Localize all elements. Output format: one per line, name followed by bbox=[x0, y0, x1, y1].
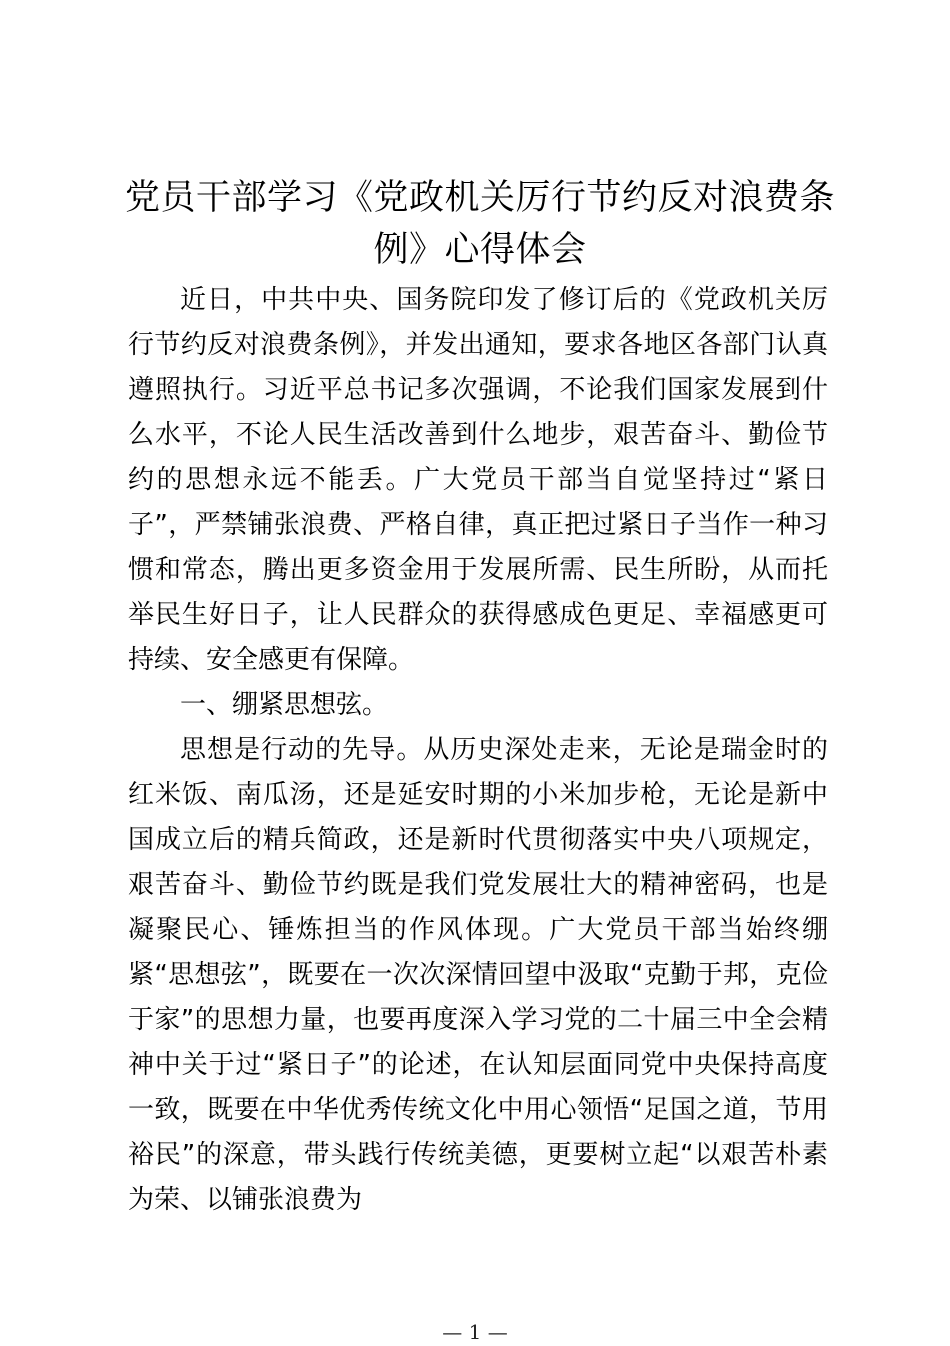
page-number: — 1 — bbox=[442, 1320, 508, 1344]
document-title: 党员干部学习《党政机关厉行节约反对浪费条例》心得体会 bbox=[124, 178, 835, 270]
document-body bbox=[128, 278, 828, 1223]
section-heading: 一、绷紧思想弦。 bbox=[180, 690, 389, 720]
paragraph-intro: 近日，中共中央、国务院印发了修订后的《党政机关厉行节约反对浪费条例》，并发出通知，要求各地区各部门认真遵照执行。习近平总书记多次强调，不论我们国家发展到什么水平，不论人民生活改善到什么地步，艰苦奋斗、勤俭节约的思想永远不能丢。广大党员干部当自觉坚持过“紧日子”，严禁铺张浪费、严格自律，真正把过紧日子当作一种习惯和常态，腾出更多资金用于发展所需、民生所盼，从而托举民生好日子，让人民群众的获得感成色更足、幸福感更可持续、安全感更有保障。 bbox=[128, 285, 828, 675]
paragraph-section-one: 思想是行动的先导。从历史深处走来，无论是瑞金时的红米饭、南瓜汤，还是延安时期的小米加步枪，无论是新中国成立后的精兵简政，还是新时代贯彻落实中央八项规定，艰苦奋斗、勤俭节约既是我们党发展壮大的精神密码，也是凝聚民心、锤炼担当的作风体现。广大党员干部当始终绷紧“思想弦”，既要在一次次深情回望中汲取“克勤于邦，克俭于家”的思想力量，也要再度深入学习党的二十届三中全会精神中关于过“紧日子”的论述，在认知层面同党中央保持高度一致，既要在中华优秀传统文化中用心领悟“足国之道，节用裕民”的深意，带头践行传统美德，更要树立起“以艰苦朴素为荣、以铺张浪费为 bbox=[128, 735, 828, 1215]
